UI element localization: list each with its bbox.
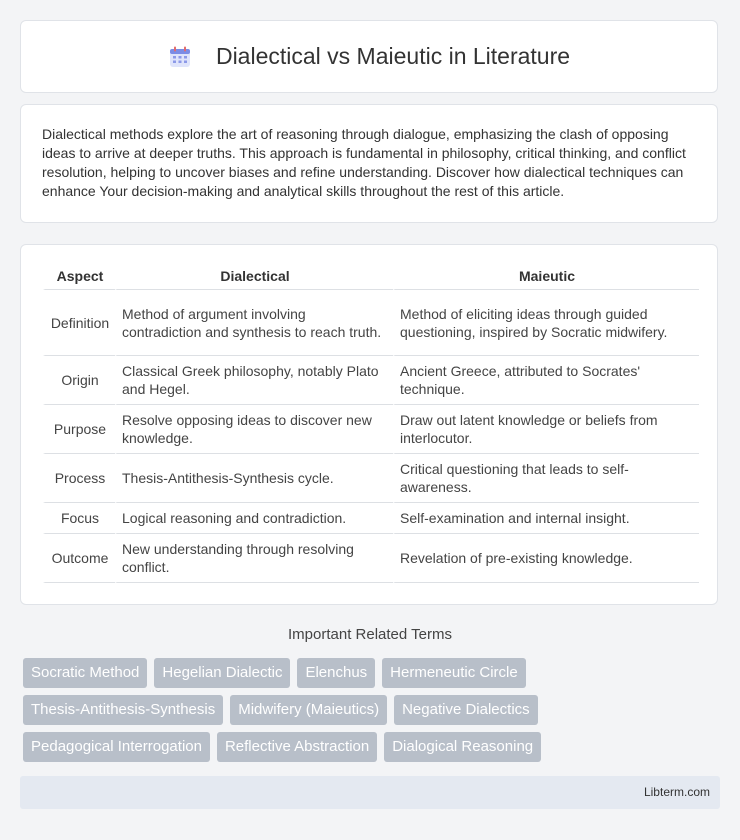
table-cell: Thesis-Antithesis-Synthesis cycle. xyxy=(115,454,393,503)
tag-dialogical-reasoning[interactable]: Dialogical Reasoning xyxy=(384,732,541,762)
intro-text: Dialectical methods explore the art of reasoning through dialogue, emphasizing the clash of opposing ideas to arrive at deeper truths. This approach is fundamental in philosophy, critical thinking, and conflict resolution, helping to uncover biases and refine understanding. Discover how dialectical techniques can enhance Your decision-making and analytical skills throughout the rest of this article. xyxy=(42,126,686,199)
related-terms-list xyxy=(23,658,723,769)
table-cell: Purpose xyxy=(43,405,115,454)
column-header: Aspect xyxy=(43,263,115,290)
column-header: Maieutic xyxy=(393,263,699,290)
table-cell: Revelation of pre-existing knowledge. xyxy=(393,534,699,583)
tag-row xyxy=(23,695,723,725)
table-header-row xyxy=(43,263,699,290)
table-cell: Process xyxy=(43,454,115,503)
table-row xyxy=(43,503,699,534)
page-title: Dialectical vs Maieutic in Literature xyxy=(215,43,571,69)
table-cell: Classical Greek philosophy, notably Plato and Hegel. xyxy=(115,356,393,405)
tag-elenchus[interactable]: Elenchus xyxy=(297,658,375,688)
tag-thesis-antithesis-synthesis[interactable]: Thesis-Antithesis-Synthesis xyxy=(23,695,223,725)
comparison-card xyxy=(20,244,718,605)
tag-reflective-abstraction[interactable]: Reflective Abstraction xyxy=(217,732,377,762)
table-cell: Focus xyxy=(43,503,115,534)
tag-socratic-method[interactable]: Socratic Method xyxy=(23,658,147,688)
table-cell: Critical questioning that leads to self-awareness. xyxy=(393,454,699,503)
table-cell: Self-examination and internal insight. xyxy=(393,503,699,534)
tag-row xyxy=(23,732,723,762)
table-cell: Draw out latent knowledge or beliefs from interlocutor. xyxy=(393,405,699,454)
table-cell: Ancient Greece, attributed to Socrates' technique. xyxy=(393,356,699,405)
table-row xyxy=(43,405,699,454)
table-cell: Resolve opposing ideas to discover new knowledge. xyxy=(115,405,393,454)
table-cell: Origin xyxy=(43,356,115,405)
tag-hegelian-dialectic[interactable]: Hegelian Dialectic xyxy=(154,658,290,688)
table-row xyxy=(43,290,699,356)
calendar-icon xyxy=(168,45,192,69)
tag-row xyxy=(23,658,723,688)
table-cell: Definition xyxy=(43,290,115,356)
table-row xyxy=(43,454,699,503)
tag-negative-dialectics[interactable]: Negative Dialectics xyxy=(394,695,538,725)
table-cell: Method of argument involving contradiction and synthesis to reach truth. xyxy=(115,290,393,356)
related-terms-title: Important Related Terms xyxy=(288,626,452,643)
footer xyxy=(20,776,720,809)
table-cell: Outcome xyxy=(43,534,115,583)
tag-midwifery[interactable]: Midwifery (Maieutics) xyxy=(230,695,387,725)
table-row xyxy=(43,534,699,583)
footer-site-link[interactable]: Libterm.com xyxy=(643,785,710,799)
header-card xyxy=(20,20,718,93)
table-row xyxy=(43,356,699,405)
column-header: Dialectical xyxy=(115,263,393,290)
table-cell: New understanding through resolving conflict. xyxy=(115,534,393,583)
tag-pedagogical-interrogation[interactable]: Pedagogical Interrogation xyxy=(23,732,210,762)
table-cell: Logical reasoning and contradiction. xyxy=(115,503,393,534)
comparison-table xyxy=(43,263,699,583)
intro-card xyxy=(20,104,718,223)
table-cell: Method of eliciting ideas through guided questioning, inspired by Socratic midwifery. xyxy=(393,290,699,356)
tag-hermeneutic-circle[interactable]: Hermeneutic Circle xyxy=(382,658,526,688)
